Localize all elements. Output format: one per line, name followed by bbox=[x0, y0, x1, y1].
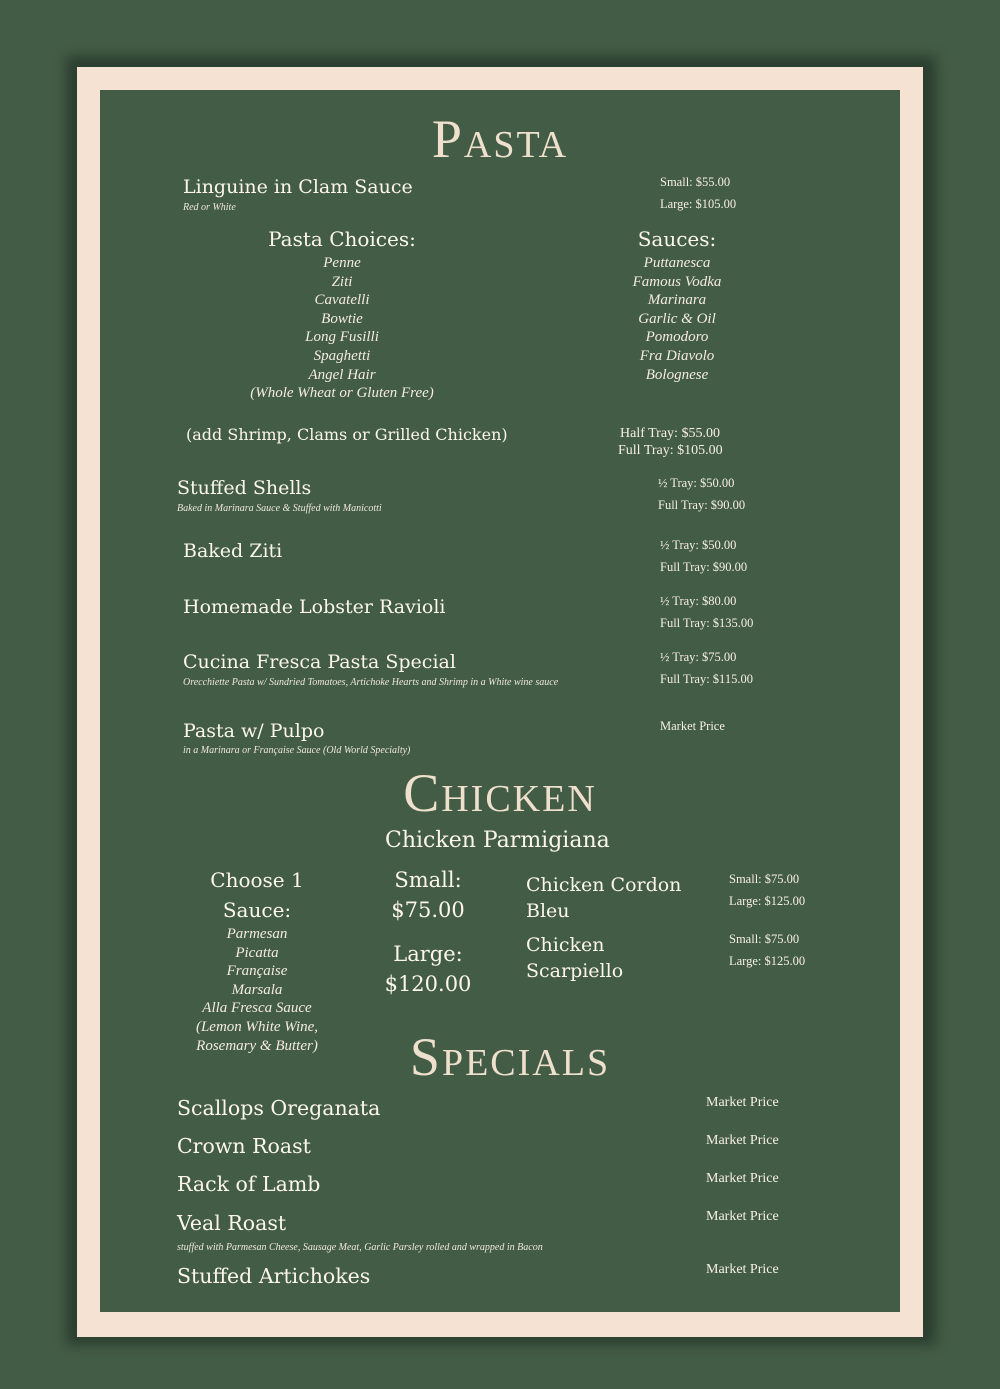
special-item-name: Veal Roast bbox=[177, 1211, 287, 1235]
chicken-cordon-bleu-line: Bleu bbox=[526, 900, 570, 922]
pasta-choices-title: Pasta Choices: bbox=[268, 227, 416, 251]
pasta-special-note: Orecchiette Pasta w/ Sundried Tomatoes, Artichoke Hearts and Shrimp in a White wine sauce bbox=[183, 677, 559, 688]
pasta-special-price-full: Full Tray: $115.00 bbox=[660, 672, 753, 686]
sauce-option: Bolognese bbox=[645, 366, 709, 383]
pulpo-note: in a Marinara or Française Sauce (Old World Specialty) bbox=[183, 745, 411, 756]
scarpiello-price-small: Small: $75.00 bbox=[729, 932, 800, 946]
small-label: Small: bbox=[394, 868, 462, 892]
pasta-choice: Angel Hair bbox=[308, 366, 376, 383]
chicken-cordon-bleu-line: Chicken Cordon bbox=[526, 874, 682, 896]
special-item-price: Market Price bbox=[706, 1171, 779, 1186]
pulpo-price: Market Price bbox=[660, 719, 725, 733]
lobster-ravioli-price-half: ½ Tray: $80.00 bbox=[660, 594, 737, 608]
chicken-sauce-title: Choose 1 bbox=[210, 868, 304, 892]
chicken-sauce-option: (Lemon White Wine, bbox=[195, 1018, 319, 1035]
pasta-choice: Spaghetti bbox=[313, 347, 371, 364]
sauce-option: Garlic & Oil bbox=[638, 310, 716, 327]
pasta-choice: Cavatelli bbox=[314, 292, 370, 309]
chicken-scarpiello-line: Chicken bbox=[526, 934, 605, 956]
sauce-option: Marinara bbox=[647, 292, 707, 309]
pulpo-name: Pasta w/ Pulpo bbox=[183, 720, 325, 742]
chicken-scarpiello-name bbox=[526, 932, 623, 984]
scarpiello-price-large: Large: $125.00 bbox=[729, 954, 806, 968]
sauce-option: Famous Vodka bbox=[632, 273, 722, 290]
pasta-choice: Penne bbox=[323, 255, 361, 271]
baked-ziti-price-half: ½ Tray: $50.00 bbox=[660, 538, 737, 552]
special-item-price: Market Price bbox=[706, 1262, 779, 1277]
chicken-sauce-option: Picatta bbox=[235, 944, 279, 961]
special-item-name: Scallops Oreganata bbox=[177, 1096, 381, 1120]
stuffed-shells-price-half: ½ Tray: $50.00 bbox=[658, 476, 735, 490]
special-item-note: stuffed with Parmesan Cheese, Sausage Meat, Garlic Parsley rolled and wrapped in Bacon bbox=[177, 1242, 543, 1253]
pasta-choices bbox=[192, 227, 492, 403]
large-label: Large: bbox=[393, 942, 463, 966]
sauces-title: Sauces: bbox=[637, 227, 717, 251]
pasta-special-price-half: ½ Tray: $75.00 bbox=[660, 650, 737, 664]
lobster-ravioli-name: Homemade Lobster Ravioli bbox=[183, 596, 446, 618]
linguine-price-large: Large: $105.00 bbox=[660, 197, 737, 211]
special-item-name: Stuffed Artichokes bbox=[177, 1264, 371, 1288]
chicken-parm-title: Chicken Parmigiana bbox=[385, 828, 610, 853]
special-item-name: Crown Roast bbox=[177, 1134, 311, 1158]
pasta-heading: Pasta bbox=[431, 109, 569, 169]
special-item-price: Market Price bbox=[706, 1133, 779, 1148]
pasta-special-name: Cucina Fresca Pasta Special bbox=[183, 651, 456, 673]
chicken-sauce-option: Rosemary & Butter) bbox=[196, 1037, 318, 1054]
special-item-price: Market Price bbox=[706, 1209, 779, 1224]
baked-ziti-price-full: Full Tray: $90.00 bbox=[660, 560, 748, 574]
lobster-ravioli-price-full: Full Tray: $135.00 bbox=[660, 616, 754, 630]
sauce-option: Fra Diavolo bbox=[639, 347, 715, 364]
linguine-name: Linguine in Clam Sauce bbox=[183, 176, 413, 198]
baked-ziti-name: Baked Ziti bbox=[183, 540, 283, 562]
pasta-choice: Long Fusilli bbox=[305, 329, 379, 346]
chicken-sauce-title: Sauce: bbox=[222, 898, 292, 922]
chicken-sauce-option: Marsala bbox=[231, 981, 283, 998]
cordon-bleu-price-large: Large: $125.00 bbox=[729, 894, 806, 908]
chicken-sauces bbox=[172, 865, 342, 1055]
large-price: $120.00 bbox=[384, 972, 472, 996]
chicken-sauce-option: Française bbox=[226, 963, 288, 980]
chicken-sauce-option: Alla Fresca Sauce bbox=[202, 1000, 312, 1017]
stuffed-shells-name: Stuffed Shells bbox=[177, 477, 312, 499]
specials-heading: Specials bbox=[409, 1027, 611, 1087]
pasta-choice: Bowtie bbox=[321, 310, 363, 327]
chicken-scarpiello-line: Scarpiello bbox=[526, 960, 624, 982]
chicken-heading: Chicken bbox=[403, 763, 597, 823]
addon-half-price: Half Tray: $55.00 bbox=[620, 426, 720, 441]
stuffed-shells-note: Baked in Marinara Sauce & Stuffed with Manicotti bbox=[177, 503, 382, 514]
linguine-note: Red or White bbox=[183, 202, 236, 213]
addon-text: (add Shrimp, Clams or Grilled Chicken) bbox=[186, 425, 508, 444]
cordon-bleu-price-small: Small: $75.00 bbox=[729, 872, 800, 886]
addon-full-price: Full Tray: $105.00 bbox=[618, 443, 723, 458]
pasta-choice: (Whole Wheat or Gluten Free) bbox=[250, 385, 434, 402]
chicken-parm-prices bbox=[358, 865, 498, 999]
special-item-price: Market Price bbox=[706, 1095, 779, 1110]
sauce-option: Pomodoro bbox=[645, 329, 709, 346]
linguine-price-small: Small: $55.00 bbox=[660, 175, 731, 189]
chicken-cordon-bleu-name bbox=[526, 872, 681, 924]
special-item-name: Rack of Lamb bbox=[177, 1172, 321, 1196]
sauce-option: Puttanesca bbox=[643, 255, 711, 271]
pasta-choice: Ziti bbox=[331, 273, 353, 290]
small-price: $75.00 bbox=[391, 898, 465, 922]
chicken-sauce-option: Parmesan bbox=[226, 926, 288, 942]
stuffed-shells-price-full: Full Tray: $90.00 bbox=[658, 498, 746, 512]
sauces bbox=[567, 227, 787, 384]
